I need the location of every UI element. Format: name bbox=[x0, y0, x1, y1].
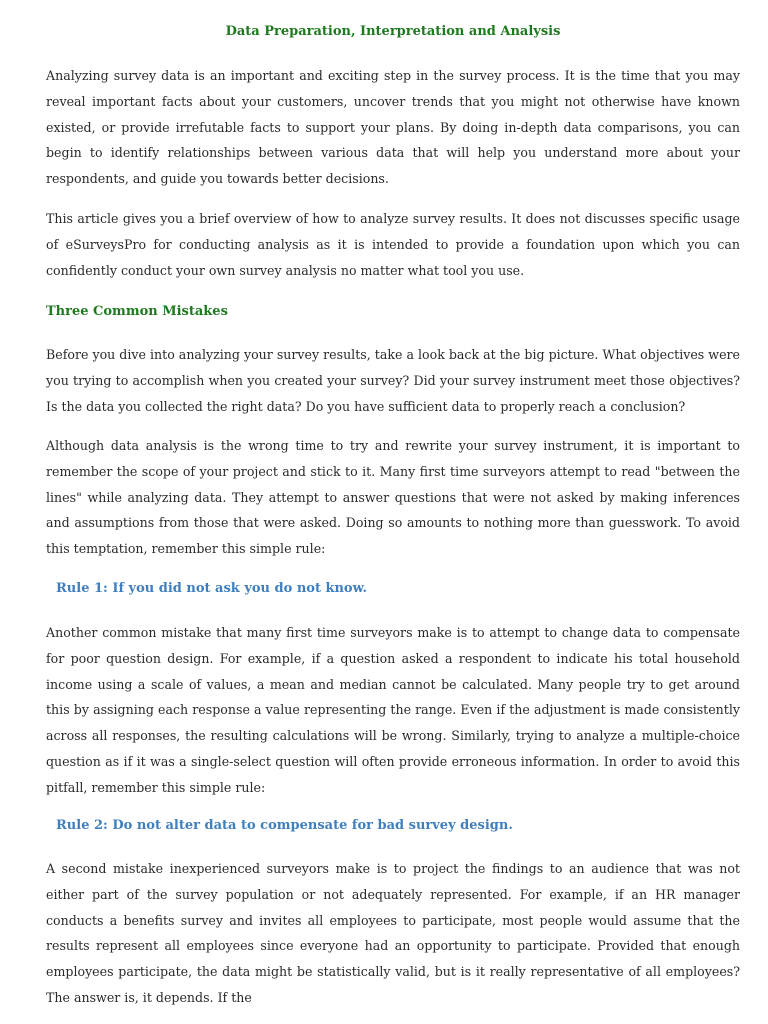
data-alteration-paragraph: Another common mistake that many first time surveyors make is to attempt to change data to compensate for poor question design. For example, if a question asked a respondent to indicate his total household income using a scale of values, a mean and median cannot be calculated. Many people try to get around this by assigning each response a value representing the range. Even if the adjustment is made consistently across all responses, the resulting calculations will be wrong. Similarly, trying to analyze a multiple-choice question as if it was a single-select question will often provide erroneous information. In order to avoid this pitfall, remember this simple rule: bbox=[46, 625, 740, 795]
projection-paragraph: A second mistake inexperienced surveyors make is to project the findings to an audience that was not either part of the survey population or not adequately represented. For example, if an HR manager conducts a benefits survey and invites all employees to participate, most people would assume that the results represent all employees since everyone had an opportunity to participate. Provided that enough employees participate, the data might be statistically valid, but is it really representative of all employees? The answer is, it depends. If the bbox=[46, 861, 740, 1005]
section-heading-common-mistakes: Three Common Mistakes bbox=[46, 304, 228, 319]
intro-paragraph: Analyzing survey data is an important and exciting step in the survey process. It is the time that you may reveal important facts about your customers, uncover trends that you might not otherwise have known existed, or provide irrefutable facts to support your plans. By doing in-depth data comparisons, you can begin to identify relationships between various data that will help you understand more about your respondents, and guide you towards better decisions. bbox=[46, 68, 740, 187]
overview-paragraph: This article gives you a brief overview of how to analyze survey results. It does not discusses specific usage of eSurveysPro for conducting analysis as it is intended to provide a foundation upon which you can confidently conduct your own survey analysis no matter what tool you use. bbox=[46, 211, 740, 278]
scope-paragraph: Although data analysis is the wrong time to try and rewrite your survey instrument, it is important to remember the scope of your project and stick to it. Many first time surveyors attempt to read "between the lines" while analyzing data. They attempt to answer questions that were not asked by making inferences and assumptions from those that were asked. Doing so amounts to nothing more than guesswork. To avoid this temptation, remember this simple rule: bbox=[46, 438, 740, 557]
rule-2: Rule 2: Do not alter data to compensate for bad survey design. bbox=[56, 818, 513, 833]
document-title: Data Preparation, Interpretation and Analysis bbox=[225, 24, 561, 39]
big-picture-paragraph: Before you dive into analyzing your survey results, take a look back at the big picture. What objectives were you trying to accomplish when you created your survey? Did your survey instrument meet those objectives? Is the data you collected the right data? Do you have sufficient data to properly reach a conclusion? bbox=[46, 347, 740, 414]
rule-1: Rule 1: If you did not ask you do not know. bbox=[56, 581, 368, 596]
